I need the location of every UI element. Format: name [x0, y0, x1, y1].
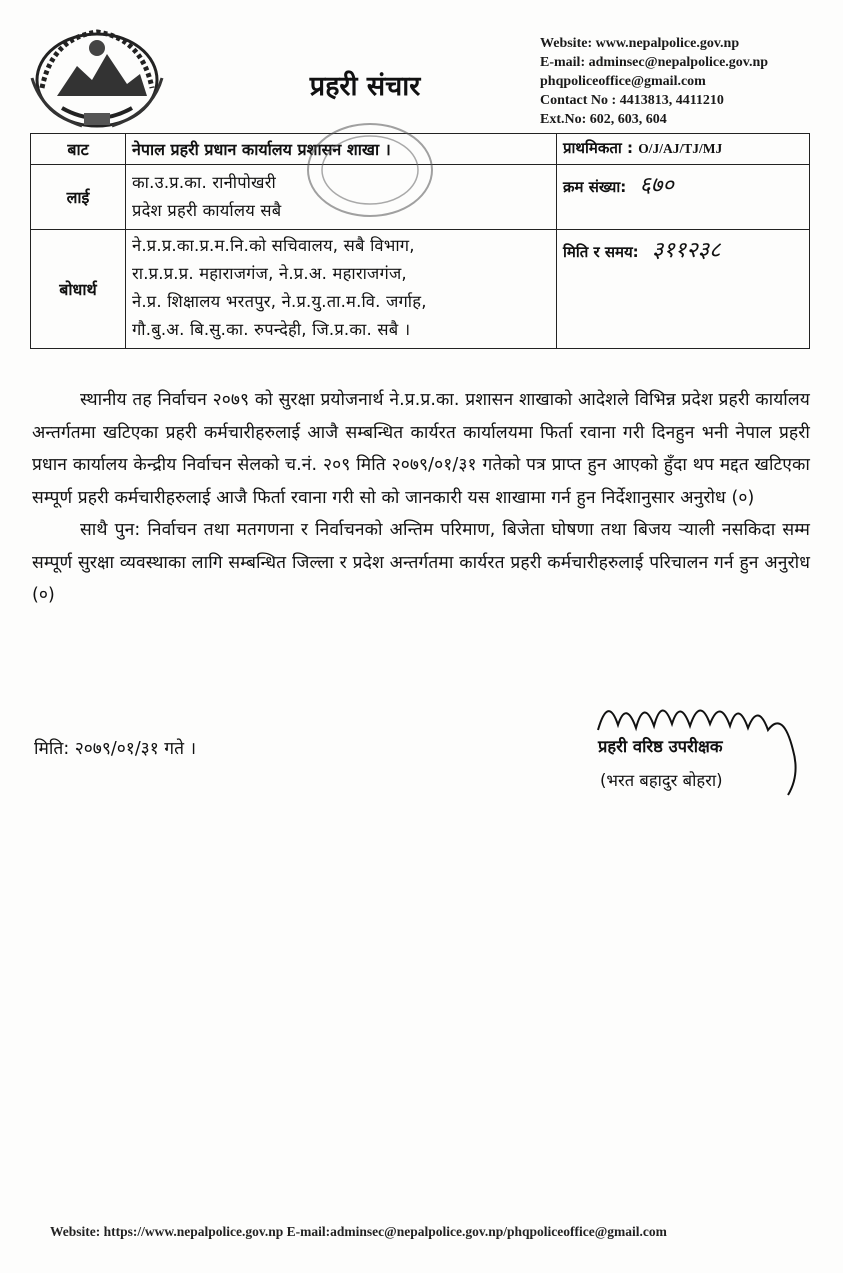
cc-label: बोधार्थ	[31, 230, 126, 349]
website-text: Website: www.nepalpolice.gov.np	[540, 36, 740, 51]
from-value: नेपाल प्रहरी प्रधान कार्यालय प्रशासन शाखा ।	[126, 134, 557, 165]
contact-block	[540, 34, 840, 129]
serial-value: ६७०	[639, 173, 674, 198]
priority-value: O/J/AJ/TJ/MJ	[638, 141, 723, 156]
to-label: लाई	[31, 165, 126, 230]
extension-number: Ext.No: 602, 603, 604	[540, 112, 667, 127]
contact-number: Contact No : 4413813, 4411210	[540, 93, 724, 108]
letterhead-title: प्रहरी संचार	[309, 71, 421, 102]
nepal-police-emblem-icon	[22, 18, 172, 138]
signatory-name: (भरत बहादुर बोहरा)	[600, 771, 723, 790]
datetime-value: ३११२३८	[651, 238, 721, 263]
priority-cell	[557, 134, 810, 165]
letter-body	[32, 384, 810, 612]
cc-line: ने.प्र.प्र.का.प्र.म.नि.को सचिवालय, सबै विभाग,	[132, 236, 415, 255]
cc-row	[31, 230, 810, 349]
footer-contact: Website: https://www.nepalpolice.gov.np E-mail:adminsec@nepalpolice.gov.np/phqpoliceoffice@gmail.com	[50, 1224, 667, 1239]
serial-cell	[557, 165, 810, 230]
cc-line: गौ.बु.अ. बि.सु.का. रुपन्देही, जि.प्र.का. सबै ।	[132, 320, 411, 339]
office-stamp-icon	[300, 118, 440, 223]
email-text: E-mail: adminsec@nepalpolice.gov.np	[540, 55, 769, 70]
letter-date: मिति: २०७९/०१/३१ गते ।	[34, 739, 197, 759]
cc-value	[126, 230, 557, 349]
body-paragraph: साथै पुन: निर्वाचन तथा मतगणना र निर्वाचनको अन्तिम परिमाण, बिजेता घोषणा तथा बिजय ऱ्याली नसकिदा सम्म सम्पूर्ण सुरक्षा व्यवस्थाका लागि सम्बन्धित जिल्ला र प्रदेश अन्तर्गतमा कार्यरत प्रहरी कर्मचारीहरुलाई परिचालन गर्न हुन अनुरोध (०)	[32, 520, 810, 605]
serial-label: क्रम संख्या:	[563, 178, 627, 196]
cc-line: रा.प्र.प्र.प्र. महाराजगंज, ने.प्र.अ. महाराजगंज,	[132, 264, 407, 283]
to-line: प्रदेश प्रहरी कार्यालय सबै	[132, 201, 282, 220]
datetime-cell	[557, 230, 810, 349]
priority-label: प्राथमिकता :	[563, 139, 634, 157]
cc-line: ने.प्र. शिक्षालय भरतपुर, ने.प्र.यु.ता.म.वि. जर्गाह,	[132, 292, 427, 311]
to-line: का.उ.प्र.का. रानीपोखरी	[132, 173, 276, 192]
email-alt-text: phqpoliceoffice@gmail.com	[540, 74, 706, 89]
body-paragraph: स्थानीय तह निर्वाचन २०७९ को सुरक्षा प्रयोजनार्थ ने.प्र.प्र.का. प्रशासन शाखाको आदेशले विभिन्न प्रदेश प्रहरी कार्यालय अन्तर्गतमा खटिएका प्रहरी कर्मचारीहरुलाई आजै सम्बन्धित कार्यरत कार्यालयमा फिर्ता रवाना गरी दिनहुन भनी नेपाल प्रहरी प्रधान कार्यालय केन्द्रीय निर्वाचन सेलको च.नं. २०९ मिति २०७९/०१/३१ गतेको पत्र प्राप्त हुन आएको हुँदा थप मद्दत खटिएका सम्पूर्ण प्रहरी कर्मचारीहरुलाई आजै फिर्ता रवाना गरी सो को जानकारी यस शाखामा गर्न हुन निर्देशानुसार अनुरोध (०)	[32, 390, 810, 508]
from-label: बाट	[31, 134, 126, 165]
signatory-designation: प्रहरी वरिष्ठ उपरीक्षक	[598, 737, 723, 756]
datetime-label: मिति र समय:	[563, 243, 639, 261]
